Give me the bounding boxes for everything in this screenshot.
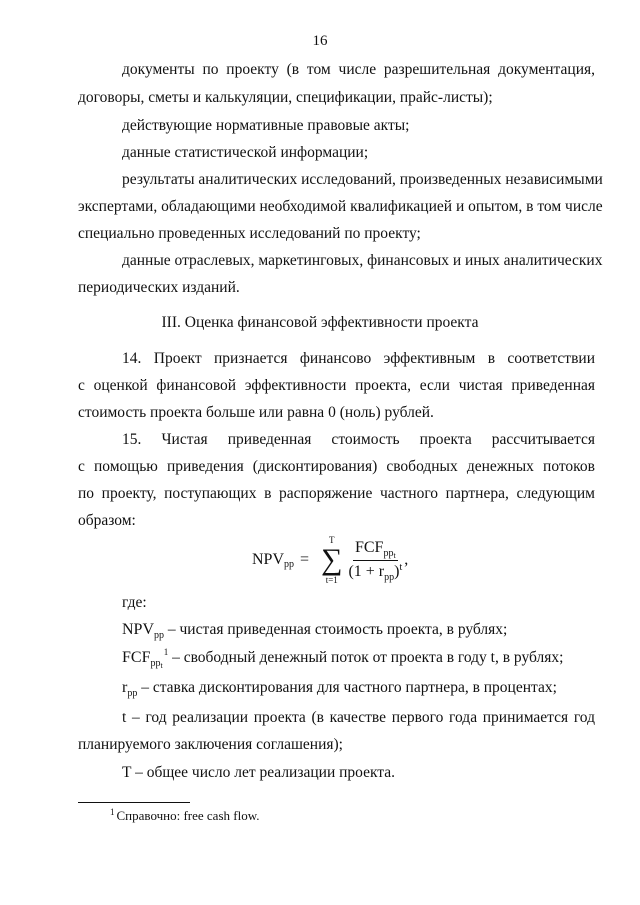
paragraph-14-line: стоимость проекта больше или равна 0 (ноль) рублей. bbox=[78, 404, 434, 421]
text-line: экспертами, обладающими необходимой квалификацией и опытом, в том числе bbox=[78, 198, 603, 215]
footnote-mark: 1 bbox=[110, 807, 115, 817]
footnote-ref-mark: 1 bbox=[163, 647, 169, 657]
fraction-numerator: $FCF_{ppt}$ bbox=[354, 538, 396, 560]
summation bbox=[321, 535, 342, 585]
footnote-text: Справочно: free cash flow. bbox=[116, 808, 260, 823]
paragraph-15-line: с помощью приведения (дисконтирования) свободных денежных потоков bbox=[78, 458, 595, 475]
text-line: действующие нормативные правовые акты; bbox=[122, 117, 410, 134]
where-label: где: bbox=[122, 594, 147, 611]
fraction bbox=[348, 538, 402, 583]
npv-formula bbox=[252, 532, 408, 588]
definition-t-line: планируемого заключения соглашения); bbox=[78, 736, 343, 753]
footnote-separator bbox=[78, 802, 190, 803]
definition-t-line: t – год реализации проекта (в качестве первого года принимается год bbox=[122, 709, 595, 726]
paragraph-15-line: 15. Чистая приведенная стоимость проекта рассчитывается bbox=[122, 431, 595, 448]
text-line: данные отраслевых, маркетинговых, финансовых и иных аналитических bbox=[122, 252, 603, 269]
footnote bbox=[110, 808, 260, 824]
definition-r: $r_{pp}$ – ставка дисконтирования для частного партнера, в процентах; bbox=[122, 679, 557, 699]
text-line: специально проведенных исследований по проекту; bbox=[78, 225, 421, 242]
formula-trailing-comma: , bbox=[404, 551, 409, 568]
section-heading: III. Оценка финансовой эффективности проекта bbox=[161, 314, 479, 331]
definition-fcf: $FCF_{ppt}^1$ – свободный денежный поток от проекта в году t, в рублях; bbox=[122, 647, 564, 670]
page-number: 16 bbox=[312, 33, 328, 49]
definition-npv: $NPV_{pp}$ – чистая приведенная стоимость проекта, в рублях; bbox=[122, 621, 508, 641]
text-line: договоры, сметы и калькуляции, спецификации, прайс-листы); bbox=[78, 89, 493, 106]
sigma-symbol: ∑ bbox=[321, 543, 343, 576]
text-line: документы по проекту (в том числе разрешительная документация, bbox=[122, 61, 595, 78]
fraction-denominator: $(1 + r_{pp})^t$ bbox=[348, 561, 403, 583]
formula-lhs-subscript: pp bbox=[284, 558, 295, 570]
text-line: периодических изданий. bbox=[78, 279, 240, 296]
definition-T: T – общее число лет реализации проекта. bbox=[122, 764, 396, 781]
text-line: результаты аналитических исследований, произведенных независимыми bbox=[122, 171, 603, 188]
formula-equals: = bbox=[300, 551, 310, 568]
sum-lower-limit: t=1 bbox=[325, 575, 338, 585]
formula-lhs: NPV bbox=[252, 551, 285, 568]
paragraph-14-line: с оценкой финансовой эффективности проекта, если чистая приведенная bbox=[78, 377, 595, 394]
sum-upper-limit: T bbox=[328, 535, 335, 545]
text-line: данные статистической информации; bbox=[122, 144, 369, 161]
paragraph-15-line: по проекту, поступающих в распоряжение частного партнера, следующим bbox=[78, 485, 595, 502]
paragraph-14-line: 14. Проект признается финансово эффективным в соответствии bbox=[122, 350, 595, 367]
paragraph-15-line: образом: bbox=[78, 512, 136, 529]
